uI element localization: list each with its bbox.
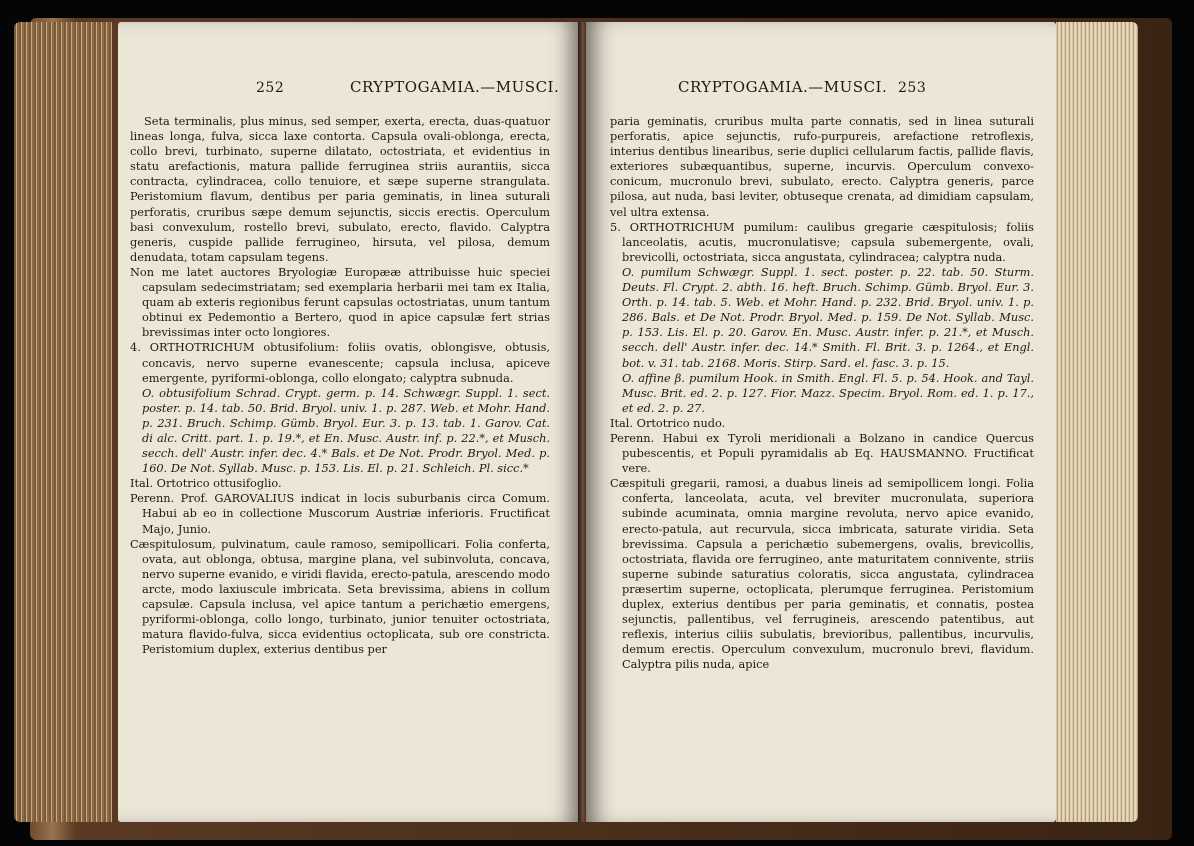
right-running-head: CRYPTOGAMIA.—MUSCI. (678, 78, 888, 96)
left-page (118, 22, 580, 822)
italian-name: Ital. Ortotrico ottusifoglio. (130, 476, 282, 491)
left-page-number: 252 (256, 80, 285, 96)
species-heading: 5. ORTHOTRICHUM pumilum: caulibus gregarie cæspitulosis; foliis lanceolatis, acutis, mucronulatisve; capsula subemergente, ovali, brevicolli, octostriata, sicca angustata, cylindracea; calyptra nuda. (610, 219, 1034, 264)
paragraph: Seta terminalis, plus minus, sed semper, exerta, erecta, duas-quatuor lineas longa, fulva, sicca laxe contorta. Capsula ovali-oblonga, erecta, collo brevi, turbinato, superne dilatato, octostriata, et evidentius in statu arefactionis, matura pallide ferruginea striis aurantiis, sicca contracta, cylindracea, collo tenuiore, et sæpe superne strangulata. Peristomium flavum, dentibus per paria geminatis, in linea suturali perforatis, cruribus sæpe demum sejunctis, siccis erectis. Operculum basi convexulum, rostello brevi, subulato, erecto, flavido. Calyptra generis, cuspide pallide ferrugineo, hirsuta, vel pilosa, demum denudata, totam capsulam tegens. (130, 114, 550, 264)
italian-name: Ital. Ortotrico nudo. (610, 415, 726, 430)
synonymy: O. affine β. pumilum Hook. in Smith. Engl. Fl. 5. p. 54. Hook. and Tayl. Musc. Brit. ed. 2. p. 127. Fior. Mazz. Specim. Bryol. Rom. ed. 1. p. 17., et ed. 2. p. 27. (622, 370, 1034, 415)
page-edges-left (14, 22, 112, 822)
page-edges-right (1056, 22, 1138, 822)
right-page (586, 22, 1056, 822)
paragraph: Non me latet auctores Bryologiæ Europææ attribuisse huic speciei capsulam sedecimstriatam; sed exemplaria herbarii mei tam ex Italia, quam ab exteris regionibus ferunt capsulas octostriatas, unum tantum obtinui ex Pedemontio a Bertero, quod in apice capsulæ fert strias brevissimas inter octo longiores. (130, 264, 550, 340)
right-page-body (610, 114, 1034, 672)
right-page-number: 253 (898, 80, 927, 96)
synonymy: O. obtusifolium Schrad. Crypt. germ. p. 14. Schwægr. Suppl. 1. sect. poster. p. 14. tab. 50. Brid. Bryol. univ. 1. p. 287. Web. et Mohr. Hand. p. 231. Bruch. Schimp. Gümb. Bryol. Eur. 3. p. 13. tab. 1. Garov. Cat. di alc. Critt. part. 1. p. 19.*, et En. Musc. Austr. inf. p. 22.*, et Musch. secch. dell' Austr. infer. dec. 4.* Bals. et De Not. Prodr. Bryol. Med. p. 160. De Not. Syllab. Musc. p. 153. Lis. El. p. 21. Schleich. Pl. sicc.* (142, 385, 550, 476)
species-heading: 4. ORTHOTRICHUM obtusifolium: foliis ovatis, oblongisve, obtusis, concavis, nervo superne evanescente; capsula inclusa, apiceve emergente, pyriformi-oblonga, collo elongato; calyptra subnuda. (130, 340, 550, 385)
left-running-head: CRYPTOGAMIA.—MUSCI. (350, 78, 560, 96)
paragraph: Cæspituli gregarii, ramosi, a duabus lineis ad semipollicem longi. Folia conferta, lanceolata, acuta, vel breviter mucronulata, superiora subinde acuminata, omnia margine revoluta, nervo apice evanido, erecto-patula, aut recurvula, sicca imbricata, saturate viridia. Seta brevissima. Capsula a perichætio subemergens, ovalis, brevicollis, octostriata, flavida ore ferrugineo, ante maturitatem connivente, striis superne subinde saturatius coloratis, sicca angustata, cylindracea præsertim superne, octoplicata, plerumque ferruginea. Peristomium duplex, exterius dentibus per paria geminatis, et connatis, postea sejunctis, pallentibus, vel ferrugineis, arescendo patentibus, aut reflexis, interius ciliis subulatis, brevioribus, pallentibus, incurvulis, demum erectis. Operculum convexulum, mucronulo brevi, flavidum. Calyptra pilis nuda, apice (610, 476, 1034, 672)
paragraph: Perenn. Prof. GAROVALIUS indicat in locis suburbanis circa Comum. Habui ab eo in collectione Muscorum Austriæ inferioris. Fructificat Majo, Junio. (130, 491, 550, 536)
paragraph: paria geminatis, cruribus multa parte connatis, sed in linea suturali perforatis, apice sejunctis, rufo-purpureis, arefactione retroflexis, interius dentibus linearibus, serie duplici cellularum factis, pallide flavis, exteriores subæquantibus, superne, incurvis. Operculum convexo-conicum, mucronulo brevi, subulato, erecto. Calyptra generis, parce pilosa, aut nuda, basi leviter, obtuseque crenata, ad dimidiam capsulam, vel ultra extensa. (610, 114, 1034, 219)
left-page-body (130, 114, 550, 657)
paragraph: Perenn. Habui ex Tyroli meridionali a Bolzano in candice Quercus pubescentis, et Populi pyramidalis ab Eq. HAUSMANNO. Fructificat vere. (610, 430, 1034, 476)
synonymy: O. pumilum Schwægr. Suppl. 1. sect. poster. p. 22. tab. 50. Sturm. Deuts. Fl. Crypt. 2. abth. 16. heft. Bruch. Schimp. Gümb. Bryol. Eur. 3. Orth. p. 14. tab. 5. Web. et Mohr. Hand. p. 232. Brid. Bryol. univ. 1. p. 286. Bals. et De Not. Prodr. Bryol. Med. p. 159. De Not. Syllab. Musc. p. 153. Lis. El. p. 20. Garov. En. Musc. Austr. infer. p. 21.*, et Musch. secch. dell' Austr. infer. dec. 14.* Smith. Fl. Brit. 3. p. 1264., et Engl. bot. v. 31. tab. 2168. Moris. Stirp. Sard. el. fasc. 3. p. 15. (622, 264, 1034, 370)
paragraph: Cæspitulosum, pulvinatum, caule ramoso, semipollicari. Folia conferta, ovata, aut oblonga, obtusa, margine plana, vel subinvoluta, concava, nervo superne evanido, e viridi flavida, erecto-patula, arescendo modo arcte, modo laxiuscule imbricata. Seta brevissima, abiens in collum capsulæ. Capsula inclusa, vel apice tantum a perichætio emergens, pyriformi-oblonga, collo longo, turbinato, junior tenuiter octostriata, matura flavido-fulva, sicca evidentius octoplicata, sub ore constricta. Peristomium duplex, exterius dentibus per (130, 536, 550, 657)
